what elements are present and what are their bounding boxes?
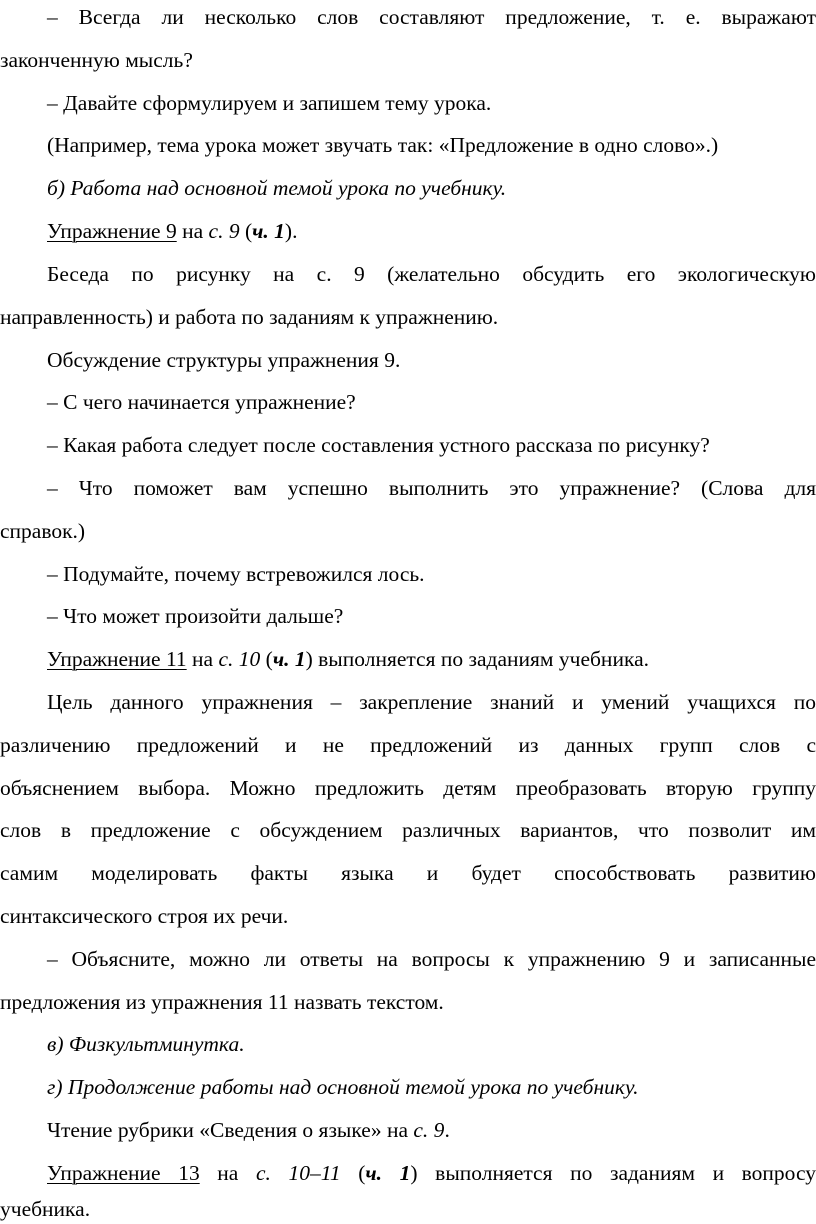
text: в) Физкультминутка. [47, 1032, 245, 1056]
section-heading [0, 1029, 816, 1059]
text: – Какая работа следует после составления устного рассказа по рисунку? [47, 433, 710, 457]
text: б) Работа над основной темой урока по учебнику. [47, 176, 507, 200]
page-reference: с. 10 [218, 647, 261, 671]
text: г) Продолжение работы над основной темой урока по учебнику. [47, 1075, 639, 1099]
text: ( [340, 1161, 366, 1185]
part-reference: ч. 1 [252, 219, 285, 243]
text: Чтение рубрики «Сведения о языке» на [47, 1118, 414, 1142]
paragraph-line [0, 944, 816, 974]
text: – Что поможет вам успешно выполнить это упражнение? (Слова для [47, 476, 816, 500]
part-reference: ч. 1 [272, 647, 306, 671]
text: предложения из упражнения 11 назвать текстом. [0, 990, 444, 1014]
page-reference: с. 9 [413, 1118, 445, 1142]
exercise-reference: Упражнение 13 [47, 1161, 200, 1185]
paragraph-line [0, 130, 816, 160]
paragraph-line [0, 216, 816, 246]
paragraph-line [0, 773, 816, 803]
text: законченную мысль? [0, 48, 193, 72]
text: на [176, 219, 209, 243]
paragraph-line [0, 302, 816, 332]
page-reference: с. 9 [208, 219, 240, 243]
section-heading [0, 1072, 816, 1102]
text: (Например, тема урока может звучать так: «Предложение в одно слово».) [47, 133, 719, 157]
paragraph-line [0, 687, 816, 717]
text: Цель данного упражнения – закрепление знаний и умений учащихся по [47, 690, 816, 714]
page-reference: с. 10–11 [255, 1161, 341, 1185]
text: ). [284, 219, 298, 243]
exercise-reference: Упражнение 11 [47, 647, 187, 671]
text: . [444, 1118, 450, 1142]
paragraph-line [0, 345, 816, 375]
text: синтаксического строя их речи. [0, 904, 289, 928]
paragraph-line [0, 601, 816, 631]
section-heading [0, 173, 816, 203]
paragraph-line [0, 88, 816, 118]
text: учебника. [0, 1197, 91, 1221]
text: – Всегда ли несколько слов составляют предложение, т. е. выражают [47, 5, 816, 29]
text: – Что может произойти дальше? [47, 604, 344, 628]
text: на [199, 1161, 256, 1185]
paragraph-line [0, 987, 816, 1017]
text: объяснением выбора. Можно предложить детям преобразовать вторую группу [0, 776, 816, 800]
text: слов в предложение с обсуждением различных вариантов, что позволит им [0, 818, 816, 842]
text: – Объясните, можно ли ответы на вопросы к упражнению 9 и записанные [47, 947, 816, 971]
text: ) выполняется по заданиям учебника. [305, 647, 649, 671]
text: – Давайте сформулируем и запишем тему урока. [47, 91, 492, 115]
paragraph-line [0, 1115, 816, 1145]
paragraph-line [0, 858, 816, 888]
paragraph-line [0, 387, 816, 417]
text: – С чего начинается упражнение? [47, 390, 356, 414]
text: самим моделировать факты языка и будет способствовать развитию [0, 861, 816, 885]
paragraph-line [0, 259, 816, 289]
text: справок.) [0, 519, 86, 543]
text: – Подумайте, почему встревожился лось. [47, 562, 425, 586]
text: ( [239, 219, 253, 243]
paragraph-line [0, 516, 816, 546]
text: различению предложений и не предложений из данных групп слов с [0, 733, 816, 757]
part-reference: ч. 1 [365, 1161, 411, 1185]
text: Обсуждение структуры упражнения 9. [47, 348, 401, 372]
paragraph-line [0, 45, 816, 75]
text: ) выполняется по заданиям и вопросу [410, 1161, 816, 1185]
paragraph-line [0, 1158, 816, 1188]
paragraph-line [0, 644, 816, 674]
paragraph-line [0, 1194, 816, 1224]
exercise-reference: Упражнение 9 [47, 219, 177, 243]
paragraph-line [0, 901, 816, 931]
paragraph-line [0, 430, 816, 460]
text: Беседа по рисунку на с. 9 (желательно обсудить его экологическую [47, 262, 816, 286]
text: на [186, 647, 219, 671]
text: ( [260, 647, 273, 671]
paragraph-line [0, 815, 816, 845]
paragraph-line [0, 473, 816, 503]
text: направленность) и работа по заданиям к упражнению. [0, 305, 499, 329]
paragraph-line [0, 2, 816, 32]
paragraph-line [0, 730, 816, 760]
paragraph-line [0, 559, 816, 589]
